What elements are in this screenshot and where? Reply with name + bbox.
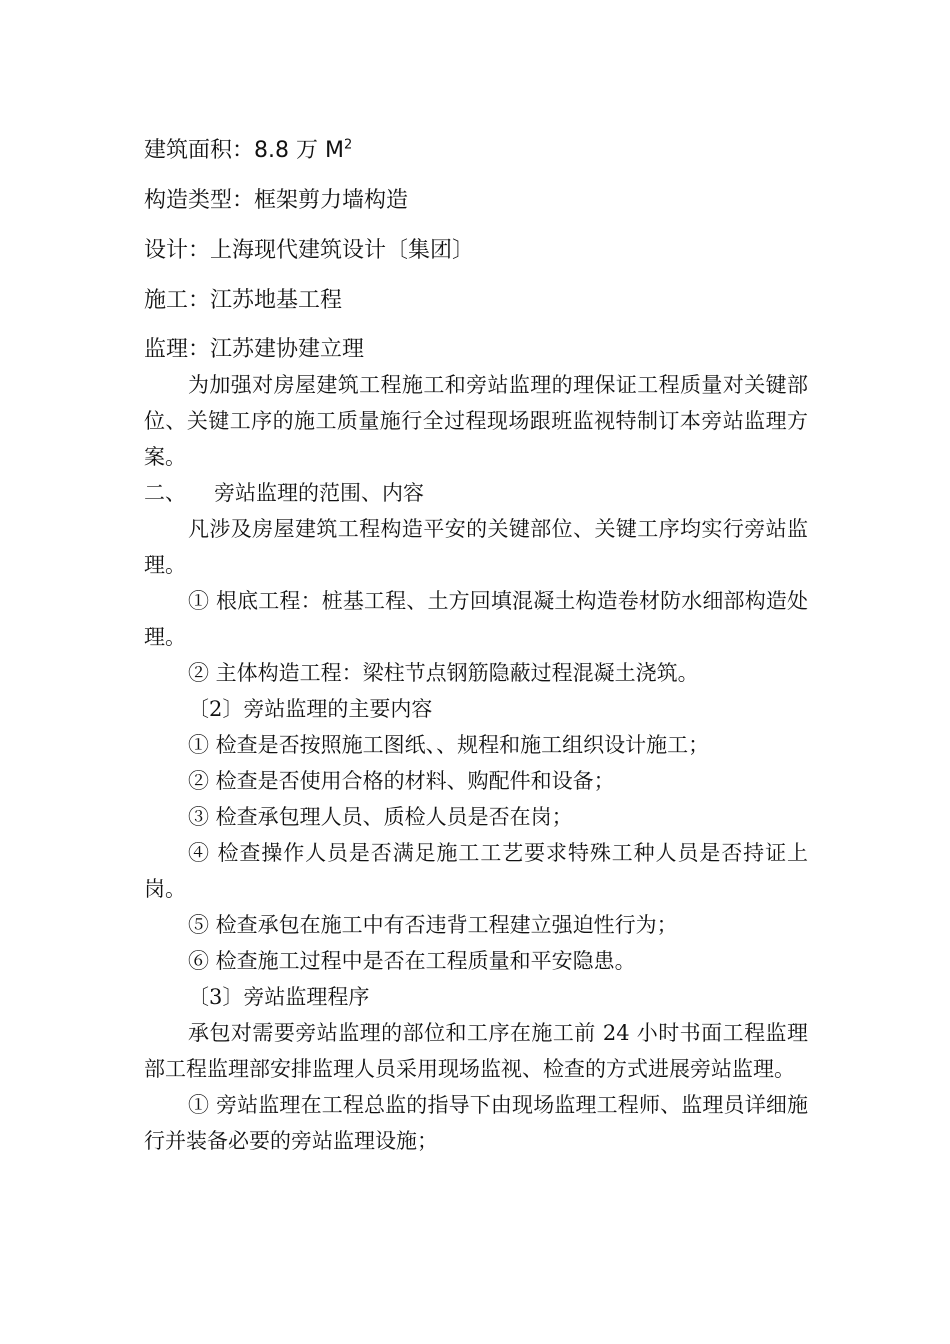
building-area-value: 8.8 万 M xyxy=(254,138,344,163)
content-item: ⑥ 检查施工过程中是否在工程质量和平安隐患。 xyxy=(188,949,636,973)
document-body xyxy=(144,367,808,1159)
section-2-heading xyxy=(144,475,808,511)
content-item: ④ 检查操作人员是否满足施工工艺要求特殊工种人员是否持证上岗。 xyxy=(144,841,808,901)
building-area-label: 建筑面积： xyxy=(144,138,255,163)
structure-type-line: 构造类型：框架剪力墙构造 xyxy=(144,188,409,213)
building-area-line xyxy=(144,136,352,166)
construction-line: 施工：江苏地基工程 xyxy=(144,288,343,313)
section-2-title: 旁站监理的范围、内容 xyxy=(214,481,424,505)
subsection-2-heading: 〔2〕旁站监理的主要内容 xyxy=(188,697,433,721)
content-item: ② 检查是否使用合格的材料、购配件和设备； xyxy=(188,769,615,793)
main-structure-item: ② 主体构造工程：梁柱节点钢筋隐蔽过程混凝土浇筑。 xyxy=(188,661,699,685)
foundation-item: ① 根底工程：桩基工程、土方回填混凝土构造卷材防水细部构造处理。 xyxy=(144,589,808,649)
procedure-item-1: ① 旁站监理在工程总监的指导下由现场监理工程师、监理员详细施行并装备必要的旁站监理设施； xyxy=(144,1093,808,1153)
subsection-3-heading: 〔3〕旁站监理程序 xyxy=(188,985,370,1009)
section-2-number: 二、 xyxy=(144,481,186,505)
content-item: ① 检查是否按照施工图纸、、规程和施工组织设计施工； xyxy=(188,733,710,757)
procedure-paragraph: 承包对需要旁站监理的部位和工序在施工前 24 小时书面工程监理部工程监理部安排监理人员采用现场监视、检查的方式进展旁站监理。 xyxy=(144,1021,808,1081)
building-area-unit-superscript: 2 xyxy=(343,137,353,153)
design-line: 设计：上海现代建筑设计〔集团〕 xyxy=(144,238,475,263)
scope-paragraph: 凡涉及房屋建筑工程构造平安的关键部位、关键工序均实行旁站监理。 xyxy=(144,517,808,577)
supervision-line: 监理：江苏建协建立理 xyxy=(144,337,365,362)
content-item: ③ 检查承包理人员、质检人员是否在岗； xyxy=(188,805,573,829)
intro-paragraph: 为加强对房屋建筑工程施工和旁站监理的理保证工程质量对关键部位、关键工序的施工质量施行全过程现场跟班监视特制订本旁站监理方案。 xyxy=(144,373,808,469)
content-item: ⑤ 检查承包在施工中有否违背工程建立强迫性行为； xyxy=(188,913,678,937)
